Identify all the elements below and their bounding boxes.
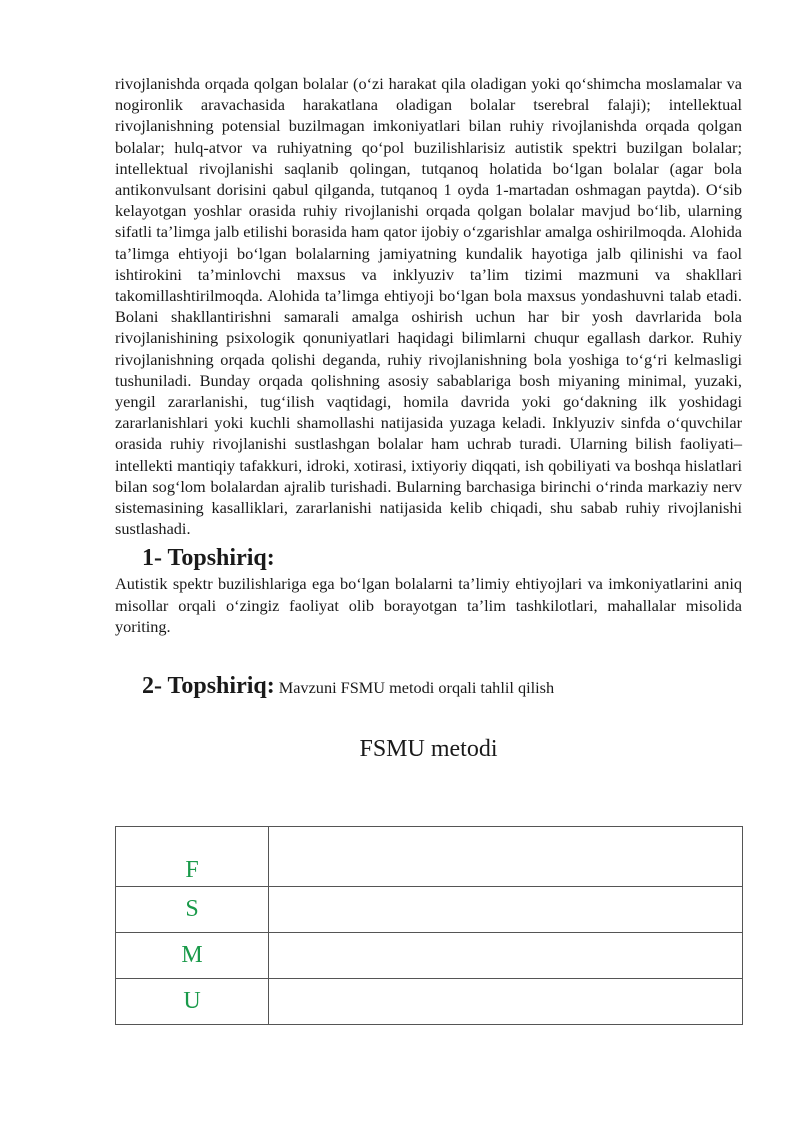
task2-text: Mavzuni FSMU metodi orqali tahlil qilish (278, 678, 555, 698)
body-paragraph: rivojlanishda orqada qolgan bolalar (o‘zi harakat qila oladigan yoki qo‘shimcha moslamalar va nogironlik aravachasida harakatlana oladigan bolalar tserebral falaji); intellektual rivojlanishning potensial buzilmagan imkoniyatlari bilan ruhiy rivojlanishda orqada qolgan bolalar; hulq-atvor va ruhiyatning qo‘pol buzilishlarisiz autistik spektri buzilgan bolalar; intellektual rivojlanishi saqlanib qolingan, tutqanoq holatida bo‘lgan bolalar (agar bola antikonvulsant dorisini qabul qilganda, tutqanoq 1 oyda 1-martadan oshmagan paytda). O‘sib kelayotgan yoshlar orasida ruhiy rivojlanishi orqada qolgan bolalar mavjud bo‘lib, ularning sifatli ta’limga jalb etilishi borasida ham qator ijobiy o‘zgarishlar amalga oshirilmoqda. Alohida ta’limga ehtiyoji bo‘lgan bolalarning jamiyatning kundalik hayotiga jalb qilinishi va faol ishtirokini ta’minlovchi maxsus va inklyuziv ta’lim tizimi mazmuni va shakllari takomillashtirilmoqda. Alohida ta’limga ehtiyoji bo‘lgan bola maxsus yondashuvni talab etadi. Bolani shakllantirishni samarali amalga oshirish uchun har bir yosh davrlarida bola rivojlanishining psixologik qonuniyatlari haqidagi bilimlarni chuqur egallash darkor. Ruhiy rivojlanishning orqada qolishi deganda, ruhiy rivojlanishning bola yoshiga to‘g‘ri kelmasligi tushuniladi. Bunday orqada qolishning asosiy sabablariga bosh miyaning minimal, yuzaki, yengil zararlanishi, tug‘ilish vaqtidagi, homila davrida yoki go‘dakning ilk yoshidagi zararlanishlari yoki kuchli shamollashi natijasida yuzaga keladi. Inklyuziv sinfda o‘quvchilar orasida ruhiy rivojlanishi sustlashgan bolalar ham uchrab turadi. Ularning bilish faoliyati– intellekti mantiqiy tafakkuri, idroki, xotirasi, ixtiyoriy diqqati, ish qobiliyati va boshqa hislatlari bilan sog‘lom bolalardan ajralib turishadi. Bularning barchasiga birinchi o‘rinda markaziy nerv sistemasining kasalliklari, zararlanishi natijasida kelib chiqadi, shu sabab ruhiy rivojlanishi sustlashadi. (115, 74, 742, 539)
task2-heading: 2- Topshiriq: (142, 673, 275, 700)
table-row-f (116, 827, 743, 887)
task1-heading: 1- Topshiriq: (142, 545, 275, 572)
row-letter-u: U (116, 979, 269, 1025)
row-cell-f[interactable] (269, 827, 743, 887)
table-row-u (116, 979, 743, 1025)
fsmu-table (115, 826, 743, 1025)
row-cell-s[interactable] (269, 887, 743, 933)
row-letter-s: S (116, 887, 269, 933)
method-title: FSMU metodi (359, 736, 498, 763)
task1-text: Autistik spektr buzilishlariga ega bo‘lgan bolalarni ta’limiy ehtiyojlari va imkoniyatlarini aniq misollar orqali o‘zingiz faoliyat olib borayotgan ta’lim tashkilotlari, mahallalar misolida yoriting. (115, 574, 742, 636)
row-letter-f: F (116, 827, 269, 887)
row-cell-u[interactable] (269, 979, 743, 1025)
row-letter-m: M (116, 933, 269, 979)
document-page (115, 73, 742, 764)
task2-line (142, 671, 742, 704)
row-cell-m[interactable] (269, 933, 743, 979)
table-row-m (116, 933, 743, 979)
table-row-s (116, 887, 743, 933)
